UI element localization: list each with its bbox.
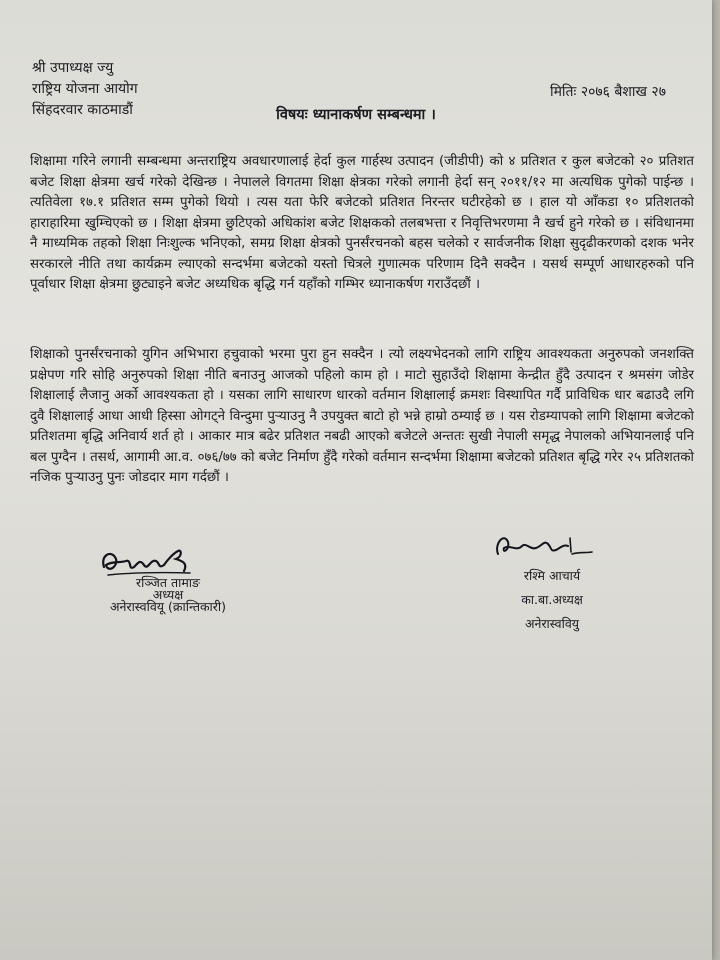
signatory-left-name: रञ्जित तामाङ: [135, 575, 200, 590]
signatory-right-title: का.बा.अध्यक्ष: [521, 592, 583, 607]
letter-subject: विषयः ध्यानाकर्षण सम्बन्धमा ।: [276, 107, 436, 123]
recipient-line-3: सिंहदरवार काठमाडौं: [32, 102, 133, 118]
signature-block-right: [452, 530, 652, 634]
recipient-line-1: श्री उपाध्यक्ष ज्यु: [32, 60, 114, 76]
signatory-right-org: अनेरास्ववियु: [524, 616, 580, 631]
handwritten-signature-right: [488, 530, 598, 562]
signatory-right-name: रश्मि आचार्य: [523, 568, 581, 583]
signature-block-left: [68, 545, 268, 617]
recipient-line-2: राष्ट्रिय योजना आयोग: [32, 81, 138, 97]
signatory-left-org: अनेरास्ववियू (क्रान्तिकारी): [109, 599, 227, 614]
body-paragraph-1: शिक्षामा गरिने लगानी सम्बन्धमा अन्तराष्ट्रिय अवधारणालाई हेर्दा कुल गार्हस्थ उत्पादन (जीडीपी) को ४ प्रतिशत र कुल बजेटको २० प्रतिशत बजेट शिक्षा क्षेत्रमा खर्च गरेको देखिन्छ । नेपालले विगतमा शिक्षा क्षेत्रका गरेको लगानी हेर्दा सन् २०११/१२ मा अत्यधिक पुगेको पाईन्छ । त्यतिवेला १७.१ प्रतिशत सम्म पुगेको थियो । त्यस यता फेरि बजेटको प्रतिशत निरन्तर घटीरहेको छ । हाल यो आँकडा १० प्रतिशतको हाराहारिमा खुम्चिएको छ । शिक्षा क्षेत्रमा छुटिएको अधिकांश बजेट शिक्षकको तलबभत्ता र निवृत्तिभरणमा नै खर्च हुने गरेको छ । संविधानमा नै माध्यमिक तहको शिक्षा निःशुल्क भनिएको, समग्र शिक्षा क्षेत्रको पुनर्संरचनको बहस चलेको र सार्वजनीक शिक्षा सुदृढीकरणको दशक भनेर सरकारले नीति तथा कार्यक्रम ल्याएको सन्दर्भमा बजेटको यस्तो चित्रले गुणात्मक परिणाम दिनै सक्दैन । यसर्थ सम्पूर्ण आधारहरुको पनि पूर्वाधार शिक्षा क्षेत्रमा छुट्याइने बजेट अध्यधिक बृद्धि गर्न यहाँको गम्भिर ध्यानाकर्षण गराउँदछौं ।: [30, 154, 694, 292]
signatory-left-title: अध्यक्ष: [152, 587, 184, 602]
body-paragraph-2: शिक्षाको पुनर्संरचनाको युगिन अभिभारा हचुवाको भरमा पुरा हुन सक्दैन । त्यो लक्ष्यभेदनको लागि राष्ट्रिय आवश्यकता अनुरुपको जनशक्ति प्रक्षेपण गरि सोहि अनुरुपको शिक्षा नीति बनाउनु आजको पहिलो काम हो । माटो सुहाउँदो शिक्षामा केन्द्रीत हुँदै उत्पादन र श्रमसंग जोडेर शिक्षालाई लैजानु अर्को आवश्यकता हो । यसका लागि साधारण धारको वर्तमान शिक्षालाई क्रमशः विस्थापित गर्दै प्राविधिक धार बढाउदै लगि दुवै शिक्षालाई आधा आधी हिस्सा ओगट्ने विन्दुमा पुऱ्याउनु नै उपयुक्त बाटो हो भन्ने हाम्रो ठम्याई छ । यस रोडम्यापको लागि शिक्षामा बजेटको प्रतिशतमा बृद्धि अनिवार्य शर्त हो । आकार मात्र बढेर प्रतिशत नबढी आएको बजेटले अन्ततः सुखी नेपाली समृद्ध नेपालको अभियानलाई पनि बल पुग्दैन । तसर्थ, आगामी आ.व. ०७६/७७ को बजेट निर्माण हुँदै गरेको वर्तमान सन्दर्भमा शिक्षामा बजेटको प्रतिशत बृद्धि गरेर २५ प्रतिशतको नजिक पुऱ्याउनु पुनः जोडदार माग गर्दछौं ।: [30, 347, 694, 485]
letter-date: मितिः २०७६ बैशाख २७: [549, 84, 666, 100]
